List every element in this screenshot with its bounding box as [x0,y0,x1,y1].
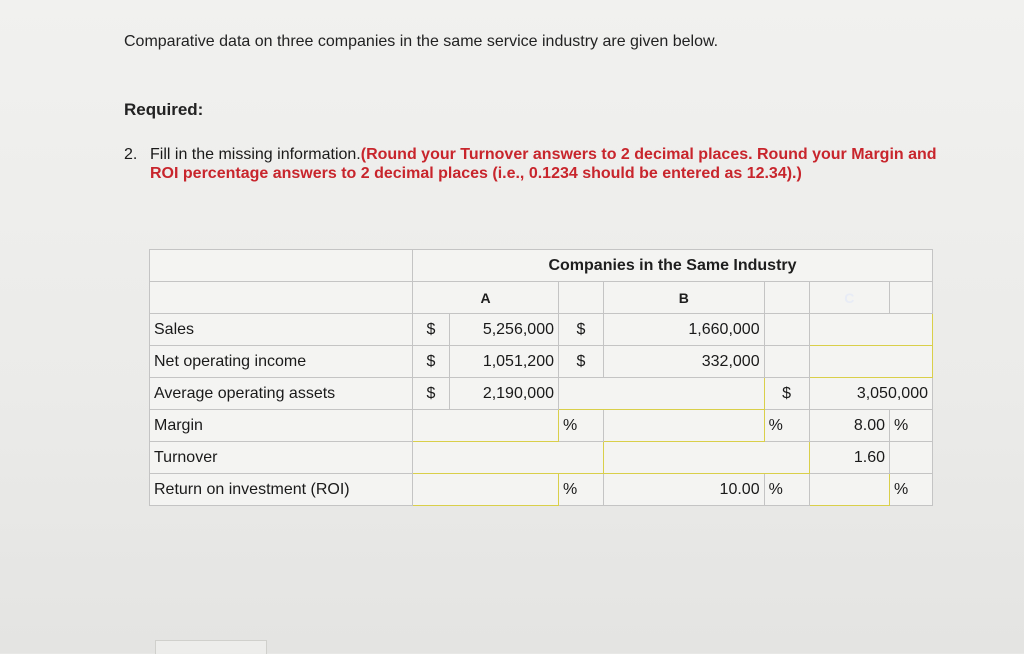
percent-sign: % [559,474,604,506]
assets-c-value: 3,050,000 [809,378,932,410]
margin-a-input[interactable] [413,410,559,442]
noi-b-value: 332,000 [604,346,765,378]
assets-b-input[interactable] [559,378,765,410]
table-row-margin [150,410,933,442]
percent-sign: % [764,474,809,506]
header-spacer [890,282,933,314]
header-spacer [764,282,809,314]
currency-symbol: $ [559,346,604,378]
instruction-number: 2. [124,146,138,163]
turnover-c-value: 1.60 [809,442,889,474]
table-row-assets [150,378,933,410]
assets-a-value: 2,190,000 [450,378,559,410]
comparison-table [149,249,933,506]
row-label: Return on investment (ROI) [150,474,413,506]
sales-b-value: 1,660,000 [604,314,765,346]
header-blank-2 [150,282,413,314]
percent-sign: % [890,474,933,506]
intro-text: Comparative data on three companies in the same service industry are given below. [124,33,719,50]
margin-b-input[interactable] [604,410,765,442]
roi-c-input[interactable] [809,474,889,506]
row-label: Margin [150,410,413,442]
percent-sign: % [764,410,809,442]
row-label: Net operating income [150,346,413,378]
turnover-b-input[interactable] [604,442,810,474]
roi-a-input[interactable] [413,474,559,506]
required-heading: Required: [124,100,204,119]
percent-sign: % [559,410,604,442]
header-spacer [559,282,604,314]
currency-symbol: $ [413,346,450,378]
percent-sign: % [890,410,933,442]
table-title-row [150,250,933,282]
row-label: Sales [150,314,413,346]
row-label: Average operating assets [150,378,413,410]
empty-cell [890,442,933,474]
instruction-text: Fill in the missing information. [150,146,361,163]
noi-c-input[interactable] [809,346,932,378]
table-row-noi [150,346,933,378]
currency-symbol: $ [413,378,450,410]
sales-c-input[interactable] [809,314,932,346]
column-a-header: A [413,282,559,314]
currency-symbol: $ [559,314,604,346]
column-c-header: C [809,282,889,314]
partial-button-edge [155,640,267,654]
currency-symbol: $ [413,314,450,346]
margin-c-value: 8.00 [809,410,889,442]
row-label: Turnover [150,442,413,474]
rounding-note: (Round your Turnover answers to 2 decimal places. Round your Margin and ROI percentage answers to 2 decimal places (i.e., 0.1234 should be entered as 12.34).) [150,146,937,182]
empty-cell [764,314,809,346]
table-title: Companies in the Same Industry [413,250,933,282]
empty-cell [764,346,809,378]
column-header-row [150,282,933,314]
instruction-block [124,145,944,183]
noi-a-value: 1,051,200 [450,346,559,378]
turnover-a-input[interactable] [413,442,604,474]
header-blank [150,250,413,282]
table-row-turnover [150,442,933,474]
table-row-roi [150,474,933,506]
table-row-sales [150,314,933,346]
column-b-header: B [604,282,765,314]
currency-symbol: $ [764,378,809,410]
sales-a-value: 5,256,000 [450,314,559,346]
roi-b-value: 10.00 [604,474,765,506]
